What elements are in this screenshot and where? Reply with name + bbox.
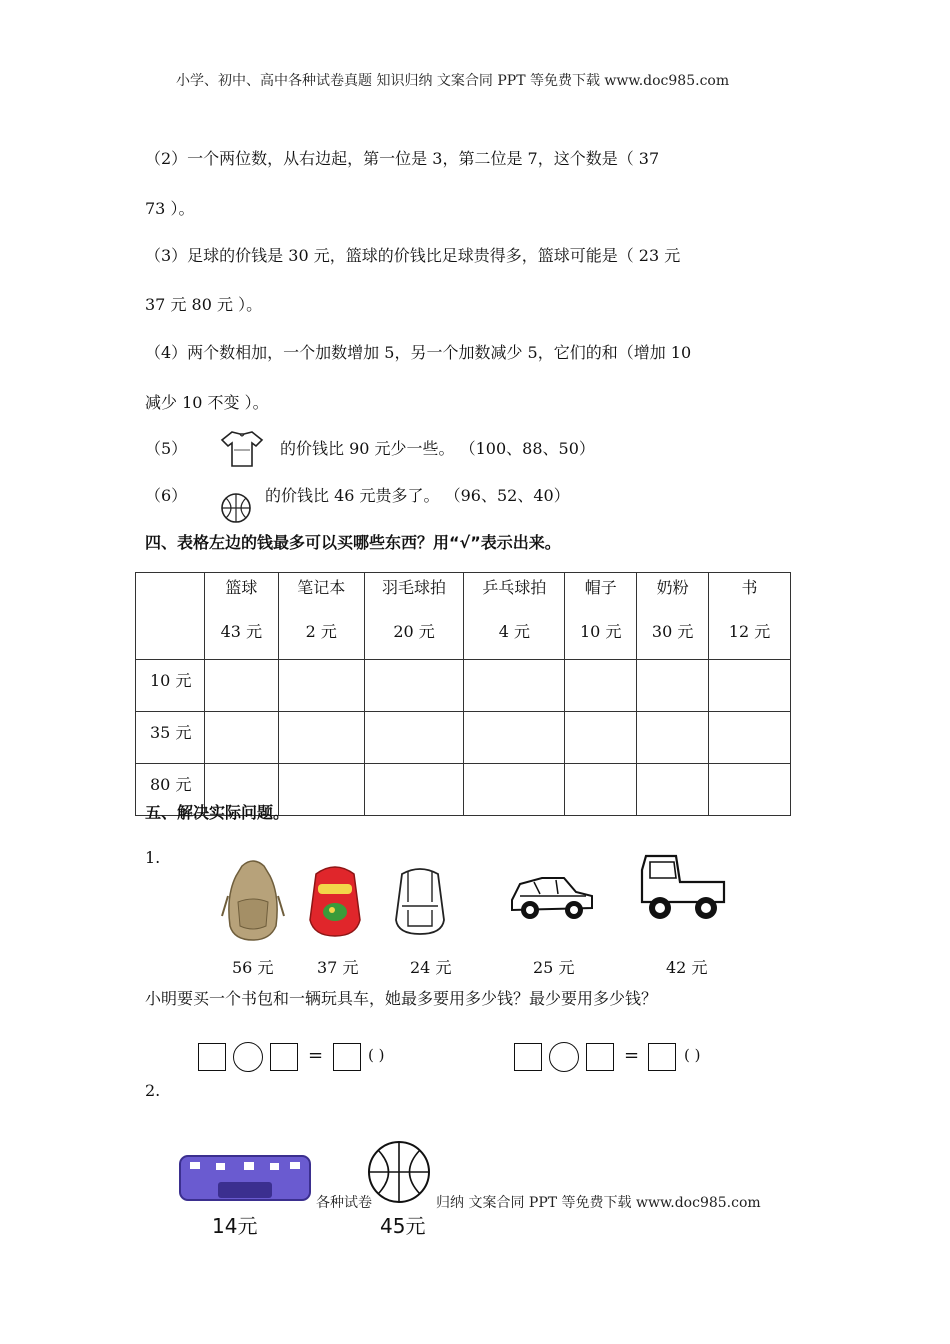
section-4-title: 四、表格左边的钱最多可以买哪些东西？用“√”表示出来。: [145, 533, 561, 552]
item-name: 帽子: [584, 578, 617, 597]
answer-cell[interactable]: [709, 660, 791, 712]
answer-cell[interactable]: [709, 712, 791, 764]
question-2-line1: （2）一个两位数，从右边起，第一位是 3，第二位是 7，这个数是（ 37: [145, 149, 660, 168]
row-money-label: 80 元: [136, 764, 205, 816]
question-5-number: （5）: [145, 439, 188, 458]
item-header: [204, 573, 278, 660]
price-pencil-case: 14元: [212, 1214, 258, 1238]
problem-2-number: 2.: [145, 1081, 161, 1100]
answer-cell[interactable]: [364, 660, 464, 712]
page-header: 小学、初中、高中各种试卷真题 知识归纳 文案合同 PPT 等免费下载 www.doc985.com: [176, 73, 730, 89]
answer-cell[interactable]: [278, 712, 364, 764]
problem-1-question: 小明要买一个书包和一辆玩具车，她最多要用多少钱？最少要用多少钱？: [145, 989, 658, 1008]
table-row: [136, 660, 791, 712]
table-row: [136, 712, 791, 764]
unit-parentheses: ( ): [684, 1046, 701, 1064]
question-5-text: 的价钱比 90 元少一些。 （100、88、50）: [280, 439, 595, 458]
item-name: 书: [741, 578, 758, 597]
answer-cell[interactable]: [565, 764, 637, 816]
item-name: 乒乓球拍: [482, 578, 547, 597]
price-backpack-brown: 56 元: [232, 958, 274, 977]
answer-cell[interactable]: [364, 764, 464, 816]
answer-cell[interactable]: [204, 712, 278, 764]
answer-cell[interactable]: [565, 660, 637, 712]
question-6-text: 的价钱比 46 元贵多了。 （96、52、40）: [265, 486, 570, 505]
table-corner-cell: [136, 573, 205, 660]
item-name: 篮球: [225, 578, 258, 597]
price-toy-car: 25 元: [533, 958, 575, 977]
price-backpack-red: 37 元: [317, 958, 359, 977]
answer-cell[interactable]: [637, 712, 709, 764]
item-name: 奶粉: [656, 578, 689, 597]
answer-cell[interactable]: [709, 764, 791, 816]
question-2-line2: 73 ）。: [145, 199, 195, 218]
item-name: 笔记本: [297, 578, 346, 597]
answer-box[interactable]: [648, 1043, 676, 1071]
price-toy-truck: 42 元: [666, 958, 708, 977]
backpack-red-icon: [304, 860, 366, 938]
answer-cell[interactable]: [204, 660, 278, 712]
row-money-label: 35 元: [136, 712, 205, 764]
backpack-brown-icon: [220, 856, 286, 942]
problem-1-number: 1.: [145, 848, 161, 867]
item-price: 10 元: [580, 622, 622, 641]
price-table: [135, 572, 791, 816]
question-3-line2: 37 元 80 元 ）。: [145, 295, 263, 314]
operator-circle[interactable]: [549, 1042, 579, 1072]
answer-cell[interactable]: [637, 764, 709, 816]
answer-box[interactable]: [514, 1043, 542, 1071]
question-4-line2: 减少 10 不变 ）。: [145, 393, 269, 412]
operator-circle[interactable]: [233, 1042, 263, 1072]
footer-watermark-part2: 归纳 文案合同 PPT 等免费下载 www.doc985.com: [436, 1192, 761, 1212]
item-name: 羽毛球拍: [382, 578, 447, 597]
unit-parentheses: ( ): [368, 1046, 385, 1064]
answer-cell[interactable]: [278, 764, 364, 816]
answer-box[interactable]: [270, 1043, 298, 1071]
toy-car-icon: [506, 866, 598, 926]
item-header: [637, 573, 709, 660]
item-price: 30 元: [651, 622, 694, 641]
item-header: [565, 573, 637, 660]
equals-sign: =: [308, 1045, 324, 1066]
backpack-outline-icon: [388, 862, 452, 938]
answer-box[interactable]: [333, 1043, 361, 1071]
pencil-case-icon: [178, 1154, 314, 1204]
answer-box[interactable]: [586, 1043, 614, 1071]
question-4-line1: （4）两个数相加，一个加数增加 5，另一个加数减少 5，它们的和（增加 10: [145, 343, 692, 362]
basketball-large-icon: [366, 1136, 432, 1208]
section-5-title: 五、解决实际问题。: [145, 803, 290, 822]
price-basketball: 45元: [380, 1214, 426, 1238]
question-3-line1: （3）足球的价钱是 30 元，篮球的价钱比足球贵得多，篮球可能是（ 23 元: [145, 246, 681, 265]
answer-cell[interactable]: [464, 660, 565, 712]
table-header-row: [136, 573, 791, 660]
item-header: [464, 573, 565, 660]
item-price: 43 元: [220, 622, 263, 641]
item-price: 12 元: [728, 622, 771, 641]
answer-cell[interactable]: [637, 660, 709, 712]
answer-box[interactable]: [198, 1043, 226, 1071]
item-header: [709, 573, 791, 660]
answer-cell[interactable]: [464, 712, 565, 764]
footer-watermark-part1: 各种试卷: [316, 1192, 372, 1212]
item-price: 4 元: [498, 622, 531, 641]
answer-cell[interactable]: [464, 764, 565, 816]
item-price: 2 元: [305, 622, 337, 641]
item-price: 20 元: [393, 622, 435, 641]
row-money-label: 10 元: [136, 660, 205, 712]
answer-cell[interactable]: [565, 712, 637, 764]
question-6-number: （6）: [145, 486, 188, 505]
item-header: [364, 573, 464, 660]
equals-sign: =: [624, 1045, 640, 1066]
answer-cell[interactable]: [278, 660, 364, 712]
answer-cell[interactable]: [364, 712, 464, 764]
tshirt-icon: [218, 428, 266, 470]
basketball-icon: [218, 490, 254, 526]
toy-truck-icon: [636, 852, 728, 928]
item-header: [278, 573, 364, 660]
price-backpack-outline: 24 元: [410, 958, 452, 977]
